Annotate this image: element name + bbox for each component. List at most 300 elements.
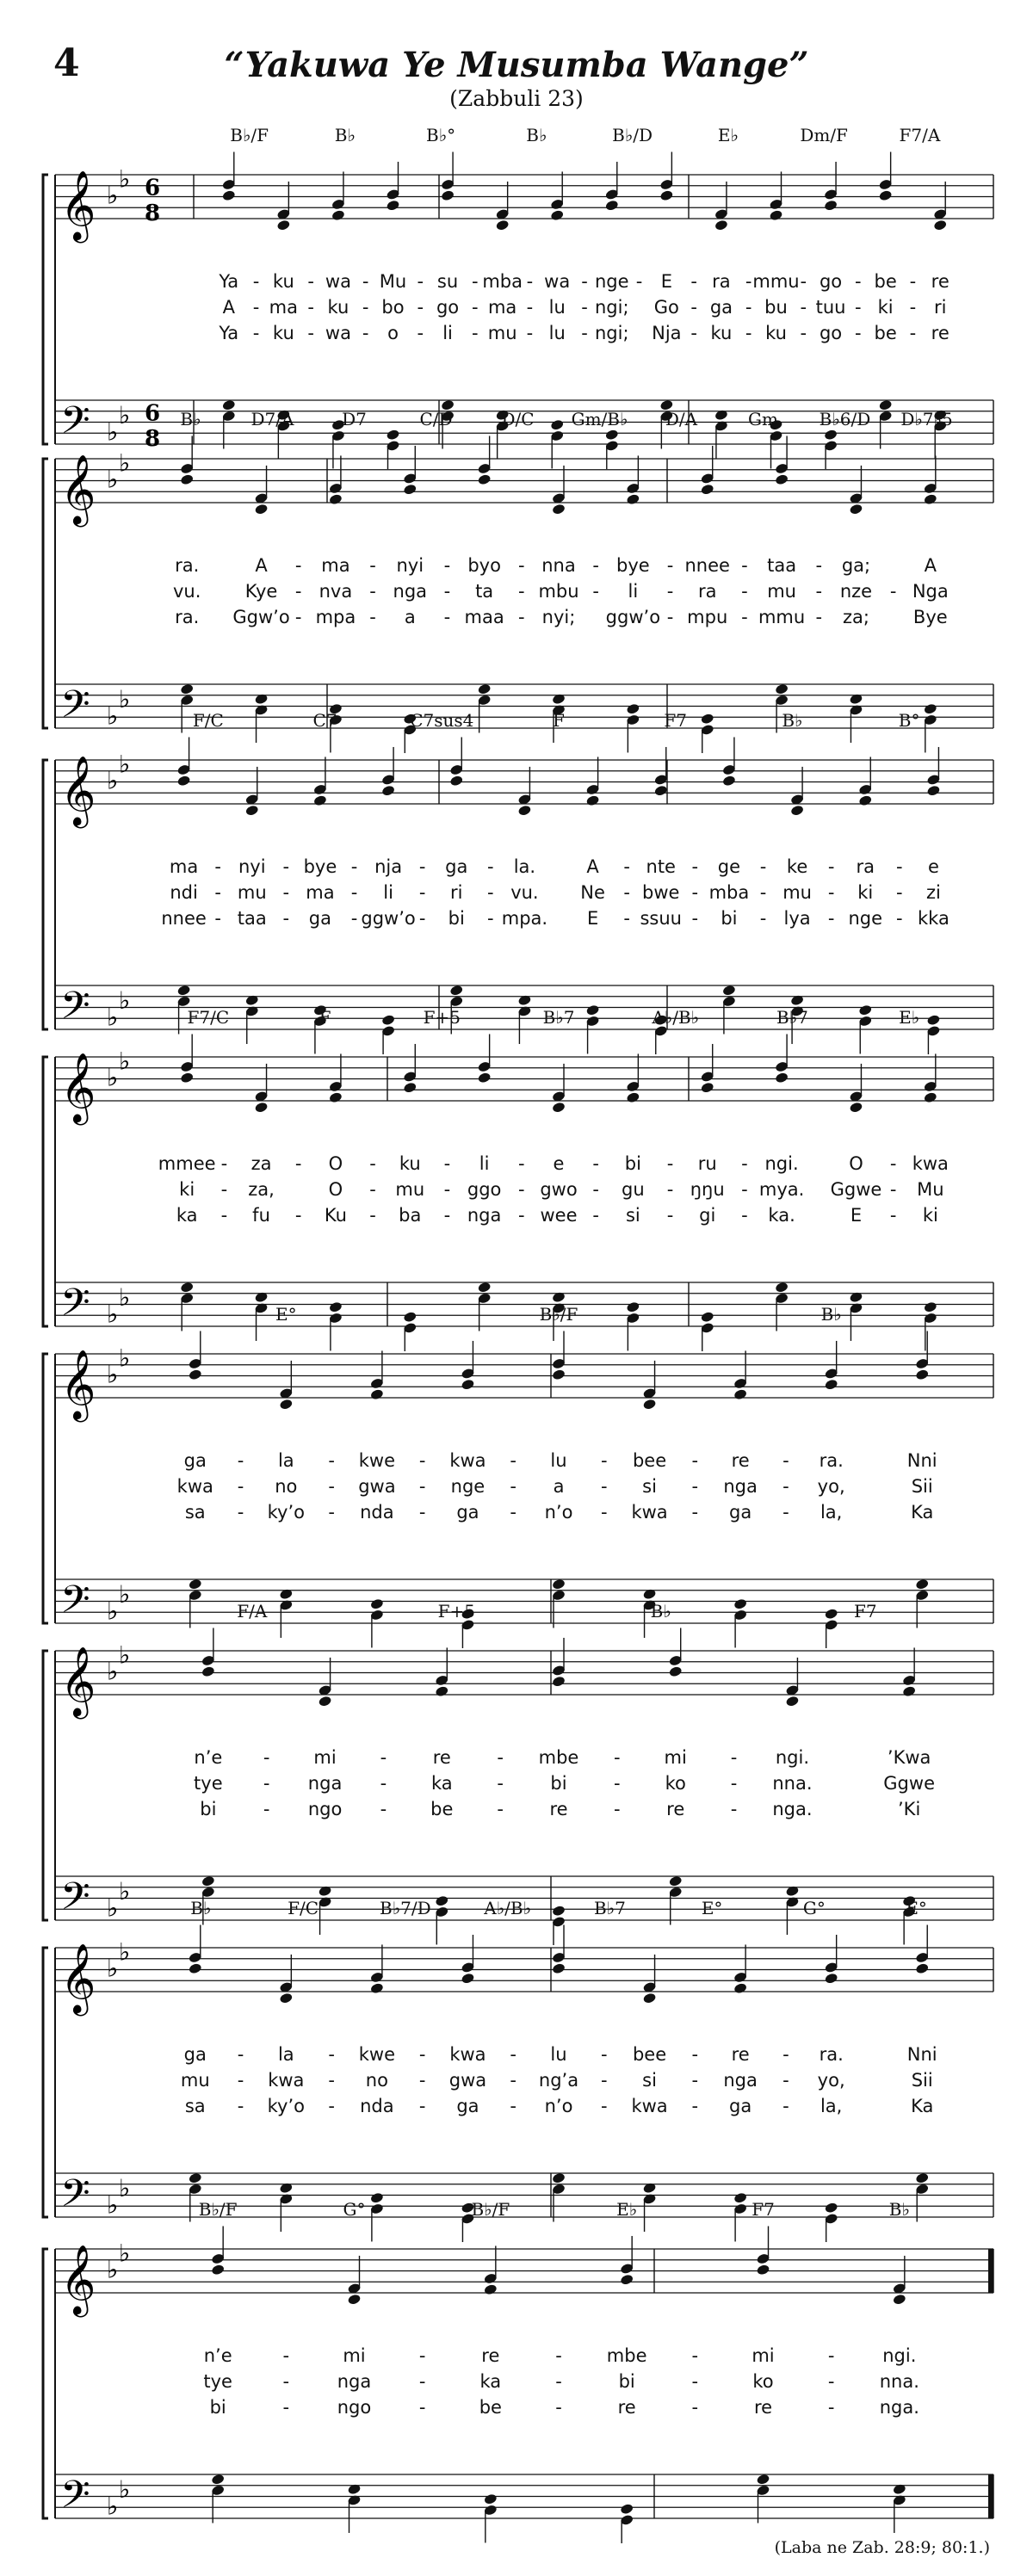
song-title: “Yakuwa Ye Musumba Wange” — [224, 45, 809, 85]
lyric-syllable: ngi; — [595, 297, 629, 318]
lyric-syllable: nga — [393, 581, 428, 602]
lyric-syllable: ggw’o — [361, 908, 416, 929]
chord-symbol: E♭ — [899, 1007, 920, 1028]
lyric-verse-3 — [0, 1502, 1033, 1528]
lyric-hyphen: - — [252, 271, 260, 292]
lyric-syllable: ko — [752, 2371, 774, 2392]
lyric-syllable: e — [927, 856, 939, 877]
lyric-syllable: nja — [374, 856, 403, 877]
lyric-syllable: mbe — [538, 1747, 579, 1768]
lyric-hyphen: - — [581, 323, 588, 343]
lyric-syllable: go — [819, 323, 843, 343]
lyric-hyphen: - — [855, 297, 862, 318]
lyric-syllable: li — [479, 1153, 490, 1174]
lyric-hyphen: - — [691, 2096, 699, 2116]
lyric-hyphen: - — [741, 1179, 748, 1200]
chord-symbol: B♭/F — [471, 2199, 510, 2220]
lyric-verse-2 — [0, 297, 1033, 323]
page-number: 4 — [53, 41, 80, 85]
chord-symbol: D/A — [665, 409, 698, 429]
svg-text:♭: ♭ — [119, 2475, 131, 2505]
lyric-syllable: nge — [848, 908, 883, 929]
score-system — [0, 2199, 1033, 2543]
lyric-syllable: re — [931, 323, 949, 343]
lyric-hyphen: - — [666, 1179, 674, 1200]
lyric-hyphen: - — [487, 856, 494, 877]
lyric-hyphen: - — [600, 1502, 608, 1523]
lyric-hyphen: - — [369, 1205, 376, 1226]
song-subtitle: (Zabbuli 23) — [449, 86, 584, 111]
lyric-syllable: mbu — [538, 581, 579, 602]
lyric-hyphen: - — [418, 2096, 426, 2116]
lyric-hyphen: - — [690, 271, 697, 292]
chord-symbol: B♭7 — [542, 1007, 575, 1028]
lyric-syllable: lu — [548, 297, 566, 318]
lyric-hyphen: - — [592, 1153, 599, 1174]
svg-text:♭: ♭ — [119, 1937, 131, 1967]
lyric-syllable: ri — [933, 297, 947, 318]
lyric-hyphen: - — [417, 323, 424, 343]
lyric-hyphen: - — [443, 1153, 451, 1174]
lyric-hyphen: - — [691, 856, 699, 877]
lyric-syllable: nze — [839, 581, 873, 602]
lyric-hyphen: - — [691, 1502, 699, 1523]
lyric-syllable: ma — [321, 555, 350, 576]
lyric-syllable: bi — [624, 1153, 641, 1174]
lyric-syllable: be — [874, 271, 897, 292]
lyric-hyphen: - — [252, 323, 260, 343]
lyric-hyphen: - — [418, 908, 426, 929]
lyric-syllable: bu — [764, 297, 788, 318]
lyric-hyphen: - — [690, 297, 697, 318]
lyric-syllable: vu. — [510, 882, 539, 903]
lyric-hyphen: - — [600, 1450, 608, 1471]
lyric-syllable: ggo — [467, 1179, 502, 1200]
lyric-syllable: la — [277, 1450, 294, 1471]
lyric-hyphen: - — [741, 581, 748, 602]
lyric-hyphen: - — [782, 1502, 789, 1523]
lyric-verse-2 — [0, 1179, 1033, 1205]
lyric-hyphen: - — [666, 581, 674, 602]
lyric-syllable: nyi — [238, 856, 266, 877]
lyric-hyphen: - — [623, 908, 630, 929]
lyric-syllable: ga — [456, 2096, 479, 2116]
lyric-verse-1 — [0, 1747, 1033, 1773]
lyric-hyphen: - — [800, 271, 807, 292]
lyric-hyphen: - — [362, 323, 369, 343]
lyric-hyphen: - — [827, 882, 835, 903]
svg-text:𝄞: 𝄞 — [60, 1052, 96, 1122]
lyric-syllable: ky’o — [267, 2096, 306, 2116]
lyric-syllable: nyi; — [541, 607, 576, 627]
lyric-syllable: Sii — [911, 1476, 933, 1497]
lyric-hyphen: - — [220, 1179, 228, 1200]
chord-symbol: C7 — [312, 710, 337, 731]
svg-text:♭: ♭ — [107, 1657, 119, 1686]
svg-text:𝄞: 𝄞 — [60, 1943, 96, 2013]
lyric-hyphen: - — [827, 2345, 835, 2366]
svg-text:6: 6 — [145, 175, 161, 201]
lyric-syllable: bi — [200, 1799, 217, 1819]
lyric-hyphen: - — [282, 2397, 290, 2418]
lyric-syllable: ka — [479, 2371, 502, 2392]
lyric-syllable: ga — [729, 1502, 752, 1523]
lyric-syllable: bwe — [642, 882, 680, 903]
lyric-verse-3 — [0, 2397, 1033, 2423]
lyric-hyphen: - — [741, 607, 748, 627]
lyric-syllable: a — [404, 607, 416, 627]
lyric-verse-2 — [0, 882, 1033, 908]
lyric-syllable: nna. — [879, 2371, 919, 2392]
lyric-syllable: ko — [665, 1773, 686, 1794]
lyric-hyphen: - — [827, 908, 835, 929]
lyric-hyphen: - — [418, 856, 426, 877]
lyric-syllable: bi — [618, 2371, 635, 2392]
chord-symbol: F/A — [237, 1601, 268, 1622]
lyric-hyphen: - — [518, 581, 525, 602]
lyric-syllable: bi — [209, 2397, 226, 2418]
lyric-syllable: re — [731, 1450, 750, 1471]
lyric-syllable: wa — [325, 323, 351, 343]
svg-text:♭: ♭ — [107, 1893, 119, 1923]
lyric-hyphen: - — [380, 1773, 387, 1794]
lyric-syllable: ma — [306, 882, 335, 903]
lyric-hyphen: - — [518, 1179, 525, 1200]
lyric-hyphen: - — [691, 2397, 699, 2418]
lyric-syllable: ku — [765, 323, 787, 343]
lyric-syllable: A — [255, 555, 268, 576]
lyric-syllable: kwa — [268, 2070, 305, 2091]
lyric-hyphen: - — [362, 297, 369, 318]
lyric-syllable: be — [479, 2397, 502, 2418]
lyric-syllable: taa — [237, 908, 267, 929]
lyric-syllable: Ggwe — [883, 1773, 935, 1794]
chord-symbol: B♭7 — [593, 1898, 626, 1918]
lyric-hyphen: - — [614, 1773, 621, 1794]
lyric-syllable: ki — [857, 882, 874, 903]
svg-text:♭: ♭ — [107, 2190, 119, 2220]
svg-text:♭: ♭ — [107, 181, 119, 210]
lyric-syllable: li — [383, 882, 393, 903]
lyric-hyphen: - — [555, 2397, 562, 2418]
lyric-hyphen: - — [518, 555, 525, 576]
lyric-syllable: ru — [697, 1153, 717, 1174]
svg-text:♭: ♭ — [107, 1300, 119, 1329]
lyric-hyphen: - — [294, 555, 302, 576]
lyric-syllable: nga — [307, 1773, 343, 1794]
lyric-syllable: su — [436, 271, 459, 292]
lyric-syllable: nge — [450, 1476, 486, 1497]
svg-text:𝄞: 𝄞 — [60, 755, 96, 825]
lyric-hyphen: - — [418, 2044, 426, 2065]
chord-symbol: E♭ — [616, 2199, 638, 2220]
lyric-hyphen: - — [282, 856, 290, 877]
lyric-hyphen: - — [555, 2371, 562, 2392]
lyric-syllable: mmee — [158, 1153, 216, 1174]
lyric-syllable: kwa — [449, 1450, 486, 1471]
svg-text:♭: ♭ — [119, 1047, 131, 1076]
lyric-syllable: nnee — [684, 555, 730, 576]
chord-symbol: F+5 — [423, 1007, 461, 1028]
lyric-syllable: nva — [319, 581, 353, 602]
lyric-syllable: re — [432, 1747, 451, 1768]
svg-text:8: 8 — [145, 426, 161, 452]
svg-text:8: 8 — [145, 201, 161, 226]
lyric-syllable: maa — [464, 607, 504, 627]
chord-symbol: Gm/B♭ — [571, 409, 628, 429]
lyric-syllable: mi — [752, 2345, 775, 2366]
lyric-verse-1 — [0, 271, 1033, 297]
lyric-syllable: nga. — [772, 1799, 813, 1819]
svg-text:𝄞: 𝄞 — [60, 454, 96, 524]
lyric-verse-3 — [0, 2096, 1033, 2122]
lyric-syllable: ŋŋu — [690, 1179, 725, 1200]
lyric-hyphen: - — [443, 555, 451, 576]
lyric-syllable: mi — [664, 1747, 687, 1768]
lyric-syllable: ki — [877, 297, 894, 318]
lyric-syllable: Nga — [912, 581, 949, 602]
lyric-syllable: ga; — [841, 555, 871, 576]
lyric-hyphen: - — [800, 323, 807, 343]
lyric-hyphen: - — [510, 1450, 517, 1471]
lyric-syllable: bi — [550, 1773, 567, 1794]
lyric-hyphen: - — [214, 882, 221, 903]
lyric-hyphen: - — [600, 2070, 608, 2091]
lyric-syllable: nnee — [161, 908, 207, 929]
lyric-syllable: ku — [272, 323, 294, 343]
lyric-syllable: nga — [723, 1476, 758, 1497]
lyric-hyphen: - — [510, 2070, 517, 2091]
lyric-hyphen: - — [827, 2397, 835, 2418]
lyric-hyphen: - — [592, 581, 599, 602]
lyric-hyphen: - — [328, 2044, 335, 2065]
lyric-hyphen: - — [328, 2096, 335, 2116]
chord-symbol: B♭ — [180, 409, 201, 429]
lyric-hyphen: - — [889, 581, 897, 602]
lyric-hyphen: - — [896, 882, 903, 903]
lyric-syllable: za; — [842, 607, 869, 627]
lyric-syllable: lya — [783, 908, 811, 929]
chord-symbol: C/D — [419, 409, 453, 429]
lyric-syllable: bye — [616, 555, 650, 576]
lyric-hyphen: - — [380, 1799, 387, 1819]
lyric-hyphen: - — [282, 882, 290, 903]
lyric-syllable: nda — [360, 1502, 394, 1523]
lyric-verse-3 — [0, 908, 1033, 934]
svg-text:𝄢: 𝄢 — [60, 2472, 90, 2526]
lyric-syllable: vu. — [172, 581, 201, 602]
lyric-hyphen: - — [417, 297, 424, 318]
lyric-syllable: Kye — [244, 581, 278, 602]
lyric-syllable: A — [586, 856, 599, 877]
lyric-syllable: ka — [176, 1205, 198, 1226]
lyric-syllable: ku — [327, 297, 349, 318]
lyric-syllable: bye — [303, 856, 337, 877]
lyric-verse-2 — [0, 581, 1033, 607]
chord-symbol: E° — [275, 1304, 297, 1325]
lyric-verse-1 — [0, 2044, 1033, 2070]
lyric-hyphen: - — [237, 2070, 244, 2091]
lyric-syllable: ku — [272, 271, 294, 292]
svg-text:𝄞: 𝄞 — [60, 1646, 96, 1716]
lyric-hyphen: - — [294, 1153, 302, 1174]
lyric-hyphen: - — [487, 908, 494, 929]
lyric-syllable: mi — [343, 2345, 366, 2366]
lyric-syllable: mya. — [758, 1179, 805, 1200]
lyric-syllable: wa — [325, 271, 351, 292]
lyric-syllable: n’e — [194, 1747, 223, 1768]
lyric-syllable: ra. — [819, 1450, 844, 1471]
chord-symbol: D♭7♭5 — [900, 409, 953, 429]
lyric-syllable: O — [328, 1179, 343, 1200]
chord-symbol: B♭ — [782, 710, 803, 731]
lyric-syllable: wa — [544, 271, 571, 292]
chord-symbol: F+5 — [437, 1601, 475, 1622]
lyric-hyphen: - — [328, 2070, 335, 2091]
lyric-hyphen: - — [827, 2371, 835, 2392]
lyric-verse-3 — [0, 323, 1033, 349]
lyric-syllable: mu — [782, 882, 812, 903]
lyric-hyphen: - — [592, 1179, 599, 1200]
lyric-hyphen: - — [328, 1502, 335, 1523]
svg-text:𝄢: 𝄢 — [60, 1874, 90, 1928]
lyric-syllable: lu — [548, 323, 566, 343]
score-system — [0, 1007, 1033, 1351]
lyric-hyphen: - — [691, 882, 699, 903]
lyric-syllable: mu — [487, 323, 517, 343]
lyric-hyphen: - — [497, 1773, 504, 1794]
lyric-hyphen: - — [889, 1179, 897, 1200]
lyric-hyphen: - — [510, 1502, 517, 1523]
chord-symbol: F7/C — [187, 1007, 230, 1028]
lyric-syllable: nga — [467, 1205, 502, 1226]
svg-text:𝄢: 𝄢 — [60, 1280, 90, 1334]
lyric-hyphen: - — [782, 2044, 789, 2065]
lyric-hyphen: - — [472, 323, 479, 343]
lyric-hyphen: - — [418, 2070, 426, 2091]
lyric-hyphen: - — [782, 1450, 789, 1471]
lyric-syllable: nga — [723, 2070, 758, 2091]
lyric-syllable: ng’a — [538, 2070, 579, 2091]
lyric-hyphen: - — [581, 271, 588, 292]
svg-text:♭: ♭ — [119, 750, 131, 779]
lyric-syllable: ra — [712, 271, 731, 292]
lyric-verse-1 — [0, 1450, 1033, 1476]
lyric-syllable: lu — [550, 2044, 567, 2065]
lyric-hyphen: - — [759, 908, 767, 929]
svg-text:♭: ♭ — [107, 2492, 119, 2521]
lyric-hyphen: - — [815, 607, 823, 627]
lyric-hyphen: - — [350, 856, 358, 877]
chord-symbol: D/C — [501, 409, 535, 429]
lyric-syllable: yo, — [817, 1476, 845, 1497]
lyric-syllable: lu — [550, 1450, 567, 1471]
lyric-hyphen: - — [691, 908, 699, 929]
lyric-syllable: ga — [456, 1502, 479, 1523]
lyric-syllable: mi — [313, 1747, 337, 1768]
lyric-syllable: mpa. — [501, 908, 548, 929]
lyric-syllable: re — [617, 2397, 636, 2418]
lyric-hyphen: - — [263, 1747, 270, 1768]
chord-symbol: F — [553, 710, 565, 731]
lyric-syllable: Ya — [219, 323, 239, 343]
score-system — [0, 710, 1033, 1054]
lyric-syllable: ssuu — [640, 908, 683, 929]
lyric-syllable: li — [442, 323, 453, 343]
lyric-syllable: ki — [179, 1179, 195, 1200]
lyric-hyphen: - — [666, 607, 674, 627]
lyric-verse-1 — [0, 2345, 1033, 2371]
score-system — [0, 1898, 1033, 2242]
lyric-hyphen: - — [592, 1205, 599, 1226]
svg-text:♭: ♭ — [119, 401, 131, 430]
lyric-hyphen: - — [666, 1205, 674, 1226]
lyric-hyphen: - — [741, 555, 748, 576]
lyric-hyphen: - — [691, 2345, 699, 2366]
lyric-syllable: tye — [194, 1773, 223, 1794]
lyric-syllable: ’Ki — [898, 1799, 921, 1819]
lyric-syllable: kwa — [176, 1476, 213, 1497]
lyric-syllable: Mu — [917, 1179, 944, 1200]
lyric-syllable: n’o — [544, 2096, 573, 2116]
lyric-verse-2 — [0, 1476, 1033, 1502]
score-system — [0, 1304, 1033, 1648]
lyric-hyphen: - — [282, 2371, 290, 2392]
lyric-hyphen: - — [307, 323, 314, 343]
lyric-hyphen: - — [555, 2345, 562, 2366]
lyric-hyphen: - — [730, 1747, 738, 1768]
lyric-hyphen: - — [418, 1450, 426, 1471]
lyric-syllable: be — [874, 323, 897, 343]
svg-text:♭: ♭ — [119, 2239, 131, 2268]
svg-text:♭: ♭ — [107, 417, 119, 447]
lyric-hyphen: - — [691, 2371, 699, 2392]
lyric-hyphen: - — [782, 2070, 789, 2091]
lyric-syllable: gwa — [358, 1476, 396, 1497]
lyric-syllable: A — [924, 555, 937, 576]
lyric-hyphen: - — [418, 1502, 426, 1523]
score-system — [0, 1601, 1033, 1945]
lyric-hyphen: - — [741, 1205, 748, 1226]
footnote: (Laba ne Zab. 28:9; 80:1.) — [774, 2538, 990, 2557]
chord-symbol: F — [319, 1007, 331, 1028]
lyric-hyphen: - — [252, 297, 260, 318]
svg-text:𝄢: 𝄢 — [60, 1577, 90, 1631]
lyric-syllable: no — [275, 1476, 298, 1497]
lyric-hyphen: - — [472, 297, 479, 318]
lyric-hyphen: - — [741, 1153, 748, 1174]
lyric-verse-2 — [0, 2070, 1033, 2096]
lyric-syllable: gi — [699, 1205, 716, 1226]
lyric-syllable: zi — [925, 882, 941, 903]
svg-text:𝄞: 𝄞 — [60, 1349, 96, 1419]
lyric-hyphen: - — [909, 323, 917, 343]
lyric-hyphen: - — [691, 2070, 699, 2091]
lyric-syllable: byo — [467, 555, 501, 576]
lyric-verse-2 — [0, 1773, 1033, 1799]
lyric-syllable: ra. — [175, 607, 200, 627]
lyric-syllable: la. — [513, 856, 536, 877]
lyric-syllable: ke — [786, 856, 808, 877]
lyric-syllable: mmu — [758, 607, 806, 627]
lyric-syllable: kwa — [631, 1502, 668, 1523]
lyric-syllable: yo, — [817, 2070, 845, 2091]
svg-text:𝄢: 𝄢 — [60, 398, 90, 452]
lyric-syllable: a — [553, 1476, 565, 1497]
lyric-hyphen: - — [294, 1205, 302, 1226]
lyric-hyphen: - — [896, 908, 903, 929]
lyric-hyphen: - — [369, 607, 376, 627]
